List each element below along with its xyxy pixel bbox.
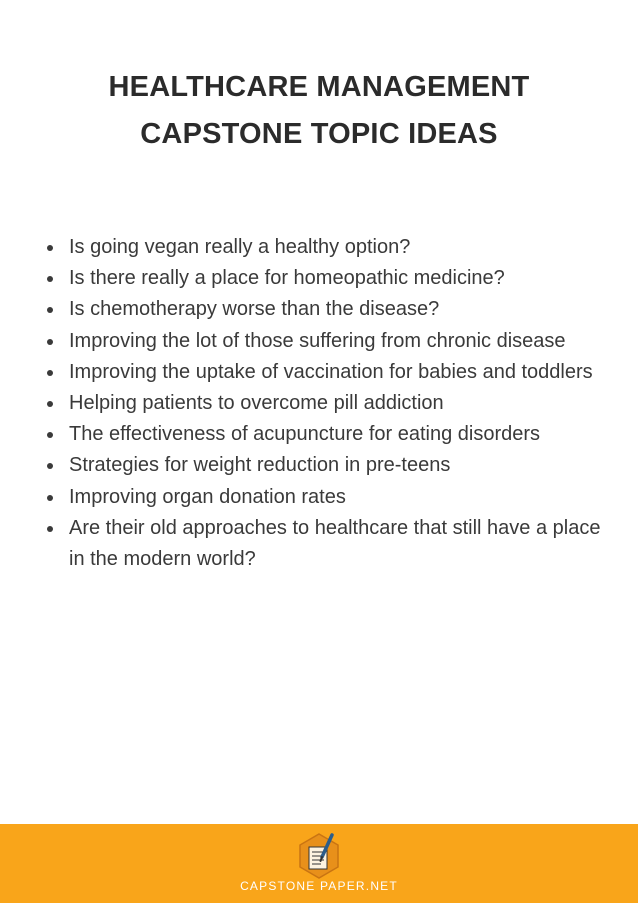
title-line-2: CAPSTONE TOPIC IDEAS bbox=[140, 118, 498, 150]
list-item: Improving organ donation rates bbox=[69, 482, 614, 513]
footer-bar bbox=[0, 824, 638, 903]
page-title bbox=[0, 64, 638, 158]
list-item: Improving the uptake of vaccination for babies and toddlers bbox=[69, 357, 614, 388]
hexagon-paper-pencil-icon bbox=[295, 830, 343, 882]
list-item: Are their old approaches to healthcare that still have a place in the modern world? bbox=[69, 513, 614, 575]
list-item: The effectiveness of acupuncture for eating disorders bbox=[69, 419, 614, 450]
topic-list bbox=[69, 232, 614, 575]
list-item: Is there really a place for homeopathic medicine? bbox=[69, 263, 614, 294]
list-item: Improving the lot of those suffering from chronic disease bbox=[69, 326, 614, 357]
list-item: Is chemotherapy worse than the disease? bbox=[69, 294, 614, 325]
list-item: Is going vegan really a healthy option? bbox=[69, 232, 614, 263]
list-item: Helping patients to overcome pill addiction bbox=[69, 388, 614, 419]
title-line-1: HEALTHCARE MANAGEMENT bbox=[108, 71, 530, 103]
footer-brand[interactable]: CAPSTONE PAPER.NET bbox=[240, 879, 398, 893]
list-item: Strategies for weight reduction in pre-teens bbox=[69, 450, 614, 481]
